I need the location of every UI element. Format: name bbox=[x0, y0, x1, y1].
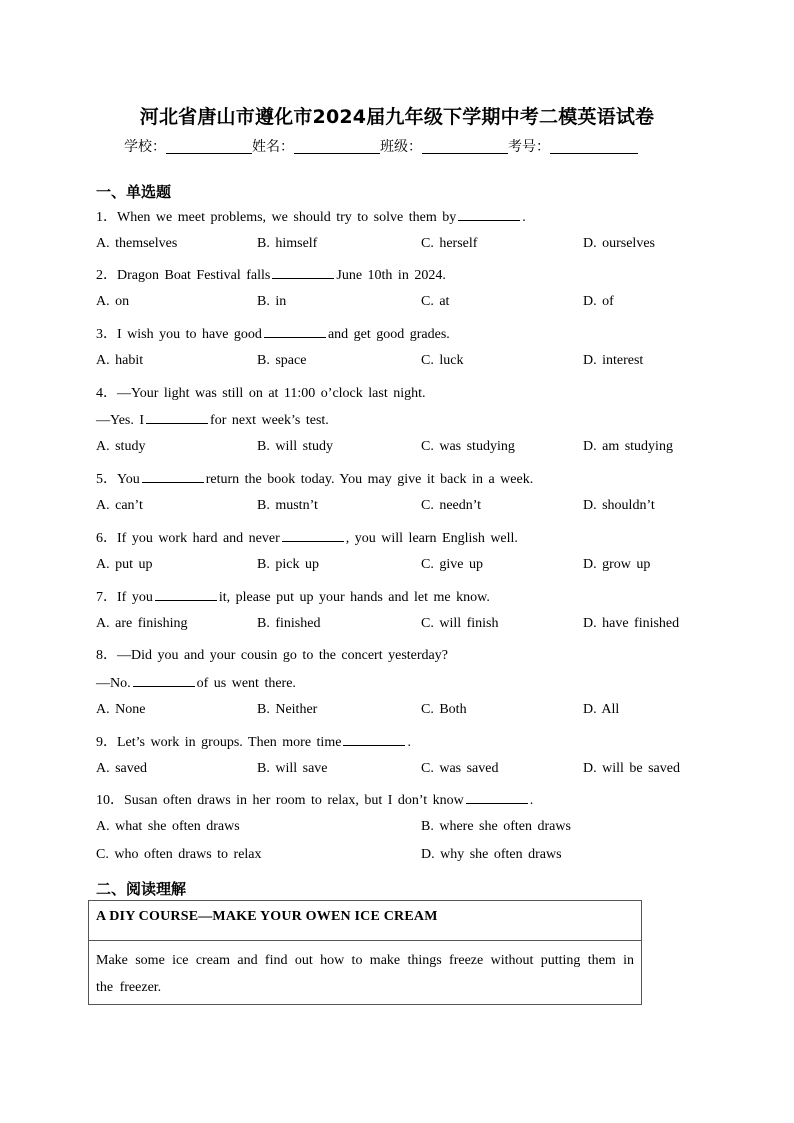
answer-blank bbox=[133, 674, 195, 687]
option-a[interactable]: A. what she often draws bbox=[96, 819, 240, 834]
question-7-text-after: it, please put up your hands and let me know. bbox=[218, 590, 490, 605]
question-4-text-after: for next week’s test. bbox=[210, 413, 329, 428]
option-d[interactable]: D. shouldn’t bbox=[583, 498, 655, 513]
question-2-text-after: June 10th in 2024. bbox=[336, 268, 446, 283]
option-a[interactable]: A. themselves bbox=[96, 236, 178, 251]
option-a[interactable]: A. are finishing bbox=[96, 616, 188, 631]
answer-blank bbox=[264, 325, 326, 338]
option-c[interactable]: C. Both bbox=[421, 702, 467, 717]
question-8-stem bbox=[96, 674, 296, 692]
school-label: 学校： bbox=[124, 139, 166, 155]
option-a[interactable]: A. saved bbox=[96, 761, 147, 776]
option-d[interactable]: D. All bbox=[583, 702, 620, 717]
question-2-stem bbox=[96, 264, 446, 284]
question-10-stem bbox=[96, 789, 533, 809]
question-4-stem-line1: 4．—Your light was still on at 11:00 o’clock last night. bbox=[96, 386, 426, 401]
option-b[interactable]: B. finished bbox=[257, 616, 321, 631]
question-9-text-after: . bbox=[407, 735, 411, 750]
question-2-text: 2．Dragon Boat Festival falls bbox=[96, 268, 271, 283]
school-blank[interactable] bbox=[166, 139, 252, 154]
question-3-text-after: and get good grades. bbox=[327, 327, 450, 342]
school-field bbox=[124, 136, 252, 156]
reading-passage-header bbox=[89, 901, 641, 941]
answer-blank bbox=[282, 529, 344, 542]
name-label: 姓名： bbox=[252, 139, 294, 155]
option-c[interactable]: C. herself bbox=[421, 236, 478, 251]
question-3-stem bbox=[96, 323, 450, 343]
option-b[interactable]: B. mustn’t bbox=[257, 498, 318, 513]
question-8-text-after: of us went there. bbox=[196, 676, 296, 691]
option-b[interactable]: B. will study bbox=[257, 439, 333, 454]
class-field bbox=[380, 136, 508, 156]
question-1-text: 1．When we meet problems, we should try to solve them by bbox=[96, 210, 457, 225]
option-c[interactable]: C. was saved bbox=[421, 761, 499, 776]
option-c[interactable]: C. give up bbox=[421, 557, 483, 572]
question-5-text-after: return the book today. You may give it back in a week. bbox=[205, 472, 534, 487]
option-b[interactable]: B. pick up bbox=[257, 557, 319, 572]
question-10-text-after: . bbox=[529, 793, 534, 808]
page-title: 河北省唐山市遵化市2024届九年级下学期中考二模英语试卷 bbox=[139, 106, 655, 128]
question-4-text: —Yes. I bbox=[96, 413, 145, 428]
name-field bbox=[252, 136, 380, 156]
question-7-text: 7．If you bbox=[96, 590, 153, 605]
option-a[interactable]: A. can’t bbox=[96, 498, 143, 513]
option-b[interactable]: B. in bbox=[257, 294, 287, 309]
option-a[interactable]: A. None bbox=[96, 702, 146, 717]
question-4-stem bbox=[96, 411, 329, 429]
question-6-stem bbox=[96, 527, 518, 547]
option-d[interactable]: D. ourselves bbox=[583, 236, 655, 251]
option-b[interactable]: B. Neither bbox=[257, 702, 318, 717]
reading-passage-box bbox=[88, 900, 642, 1005]
question-8-text: —No. bbox=[96, 676, 131, 691]
option-a[interactable]: A. study bbox=[96, 439, 146, 454]
answer-blank bbox=[272, 266, 334, 279]
question-5-stem bbox=[96, 468, 533, 488]
option-b[interactable]: B. himself bbox=[257, 236, 318, 251]
exam-number-blank[interactable] bbox=[550, 139, 638, 154]
option-d[interactable]: D. have finished bbox=[583, 616, 680, 631]
question-1-text-after: . bbox=[522, 210, 526, 225]
option-a[interactable]: A. put up bbox=[96, 557, 153, 572]
answer-blank bbox=[142, 470, 204, 483]
option-d[interactable]: D. why she often draws bbox=[421, 847, 562, 862]
question-3-text: 3．I wish you to have good bbox=[96, 327, 262, 342]
option-b[interactable]: B. space bbox=[257, 353, 307, 368]
option-d[interactable]: D. will be saved bbox=[583, 761, 680, 776]
option-c[interactable]: C. needn’t bbox=[421, 498, 482, 513]
option-d[interactable]: D. of bbox=[583, 294, 614, 309]
option-d[interactable]: D. am studying bbox=[583, 439, 673, 454]
option-b[interactable]: B. will save bbox=[257, 761, 328, 776]
option-a[interactable]: A. on bbox=[96, 294, 130, 309]
question-7-stem bbox=[96, 586, 490, 606]
option-c[interactable]: C. at bbox=[421, 294, 450, 309]
exam-number-label: 考号： bbox=[508, 139, 550, 155]
question-10-text: 10．Susan often draws in her room to relax, but I don’t know bbox=[96, 793, 464, 808]
question-8-stem-line1: 8．—Did you and your cousin go to the concert yesterday? bbox=[96, 648, 448, 663]
option-d[interactable]: D. grow up bbox=[583, 557, 651, 572]
option-d[interactable]: D. interest bbox=[583, 353, 644, 368]
student-info-line bbox=[124, 136, 638, 156]
option-c[interactable]: C. will finish bbox=[421, 616, 499, 631]
option-b[interactable]: B. where she often draws bbox=[421, 819, 571, 834]
option-a[interactable]: A. habit bbox=[96, 353, 144, 368]
answer-blank bbox=[343, 733, 405, 746]
reading-passage-title: A DIY COURSE—MAKE YOUR OWEN ICE CREAM bbox=[96, 909, 438, 924]
class-blank[interactable] bbox=[422, 139, 508, 154]
question-5-text: 5．You bbox=[96, 472, 140, 487]
option-c[interactable]: C. was studying bbox=[421, 439, 515, 454]
option-c[interactable]: C. luck bbox=[421, 353, 464, 368]
name-blank[interactable] bbox=[294, 139, 380, 154]
exam-number-field bbox=[508, 136, 638, 156]
answer-blank bbox=[146, 411, 208, 424]
answer-blank bbox=[458, 208, 520, 221]
class-label: 班级： bbox=[380, 139, 422, 155]
question-6-text-after: , you will learn English well. bbox=[345, 531, 518, 546]
question-1-stem bbox=[96, 206, 526, 226]
section-heading-reading: 二、阅读理解 bbox=[96, 880, 187, 898]
answer-blank bbox=[466, 791, 528, 804]
section-heading-single-choice: 一、单选题 bbox=[96, 183, 172, 201]
question-9-stem bbox=[96, 731, 411, 751]
question-6-text: 6．If you work hard and never bbox=[96, 531, 280, 546]
option-c[interactable]: C. who often draws to relax bbox=[96, 847, 262, 862]
question-9-text: 9．Let’s work in groups. Then more time bbox=[96, 735, 342, 750]
answer-blank bbox=[155, 588, 217, 601]
reading-passage-text: Make some ice cream and find out how to make things freeze without putting them in the freezer. bbox=[96, 953, 634, 995]
